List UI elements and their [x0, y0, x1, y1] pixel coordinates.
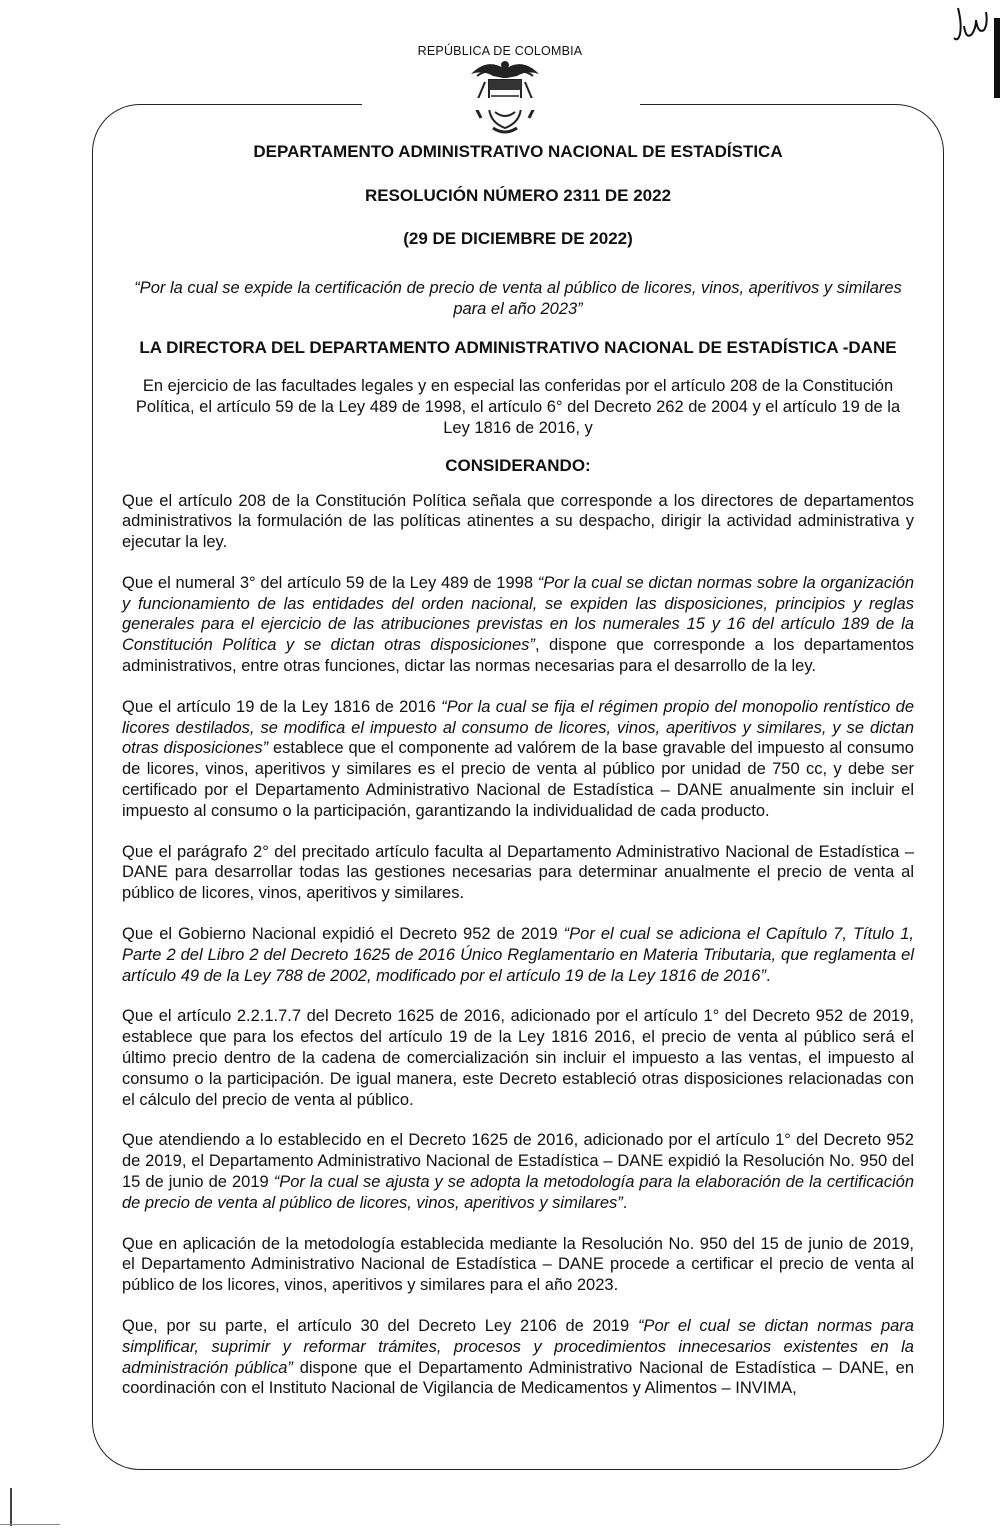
paragraph-text: Que el Gobierno Nacional expidió el Decreto 952 de 2019 — [122, 925, 564, 944]
considerando-paragraph — [122, 1130, 914, 1213]
authority-title: LA DIRECTORA DEL DEPARTAMENTO ADMINISTRATIVO NACIONAL DE ESTADÍSTICA -DANE — [139, 338, 897, 357]
considerando-paragraph — [122, 697, 914, 822]
scan-edge-mark — [994, 18, 1000, 98]
paragraph-text: , dispone que corresponde a los departamentos administrativos, entre otras funciones, dictar las normas necesarias para el desarrollo de la ley. — [122, 636, 914, 676]
paragraph-text: dispone que el Departamento Administrativo Nacional de Estadística – DANE, en coordinación con el Instituto Nacional de Vigilancia de Medicamentos y Alimentos – INVIMA, — [122, 1358, 915, 1398]
scan-edge-mark — [0, 1524, 60, 1525]
paragraph-text: Que el numeral 3° del artículo 59 de la Ley 489 de 1998 — [122, 573, 538, 592]
paragraph-text: establece que el componente ad valórem de la base gravable del impuesto al consumo de licores, vinos, aperitivos y similares es el precio de venta al público por unidad de 750 cc, y debe ser certificado por el Departamento Administrativo Nacional de Estadística – DANE anualmente sin incluir el impuesto al consumo o la participación, garantizando la individualidad de cada producto. — [122, 739, 914, 820]
handwritten-initials-icon — [952, 4, 996, 44]
entity-title: DEPARTAMENTO ADMINISTRATIVO NACIONAL DE ESTADÍSTICA — [253, 142, 783, 161]
paragraph-text: . — [622, 1193, 628, 1212]
considerando-paragraph — [122, 573, 914, 677]
paragraph-text: Que el artículo 19 de la Ley 1816 de 2016 — [122, 697, 442, 716]
considerando-heading: CONSIDERANDO: — [445, 455, 591, 475]
paragraph-text: Que el parágrafo 2° del precitado artículo faculta al Departamento Administrativo Nacional de Estadística – DANE para desarrollar todas las gestiones necesarias para determinar anualmente el precio de venta al público de licores, vinos, aperitivos y similares. — [122, 842, 914, 903]
paragraph-text: Que atendiendo a lo establecido en el Decreto 1625 de 2016, adicionado por el artículo 1° del Decreto 952 de 2019, el Departamento Administrativo Nacional de Estadística – DANE expidió la Resolución No. 950 del 15 de junio de 2019 — [122, 1131, 914, 1192]
considerando-paragraph — [122, 491, 914, 553]
considerando-paragraph — [122, 1316, 914, 1399]
document-body — [122, 138, 914, 1399]
considerando-paragraph — [122, 924, 914, 986]
paragraph-text: Que el artículo 2.2.1.7.7 del Decreto 1625 de 2016, adicionado por el artículo 1° del Decreto 952 de 2019, establece que para los efectos del artículo 19 de la Ley 1816 2016, el precio de venta al público será el último precio dentro de la cadena de comercialización sin incluir el impuesto a las ventas, el impuesto al consumo o la participación. De igual manera, este Decreto estableció otras disposiciones relacionadas con el cálculo del precio de venta al público. — [122, 1007, 914, 1109]
country-name: REPÚBLICA DE COLOMBIA — [417, 44, 583, 58]
resolution-date: (29 DE DICIEMBRE DE 2022) — [403, 229, 633, 248]
resolution-title-quote: “Por la cual se ajusta y se adopta la metodología para la elaboración de la certificación de precio de venta al público de licores, vinos, aperitivos y similares” — [122, 1173, 914, 1212]
paragraph-text: Que en aplicación de la metodología establecida mediante la Resolución No. 950 del 15 de junio de 2019, el Departamento Administrativo Nacional de Estadística – DANE procede a certificar el precio de venta al público de los licores, vinos, aperitivos y similares para el año 2023. — [122, 1234, 914, 1295]
paragraph-text: Que, por su parte, el artículo 30 del Decreto Ley 2106 de 2019 — [122, 1317, 638, 1335]
paragraph-text: . — [765, 966, 771, 985]
resolution-number: RESOLUCIÓN NÚMERO 2311 DE 2022 — [364, 186, 672, 205]
considerando-paragraph — [122, 1234, 914, 1296]
scan-edge-mark — [10, 1488, 12, 1526]
decree-title-quote: “Por el cual se adiciona el Capítulo 7, Título 1, Parte 2 del Libro 2 del Decreto 1625 de 2016 Único Reglamentario en Materia Tributaria, que reglamenta el artículo 49 de la Ley 788 de 2002, modificado por el artículo 19 de la Ley 1816 de 2016” — [122, 925, 914, 985]
paragraph-text: Que el artículo 208 de la Constitución Política señala que corresponde a los directores de departamentos administrativos la formulación de las políticas atinentes a su despacho, dirigir la actividad administrativa y ejecutar la ley. — [122, 491, 914, 552]
law-title-quote: “Por la cual se fija el régimen propio del monopolio rentístico de licores destilados, se modifica el impuesto al consumo de licores, vinos, aperitivos y similares, y se dictan otras disposiciones” — [122, 697, 914, 758]
legal-faculties: En ejercicio de las facultades legales y en especial las conferidas por el artículo 208 de la Constitución Política, el artículo 59 de la Ley 489 de 1998, el artículo 6° del Decreto 262 de 2004 y el artículo 19 de la Ley 1816 de 2016, y — [135, 377, 901, 437]
law-title-quote: “Por la cual se dictan normas sobre la organización y funcionamiento de las entidades del orden nacional, se expiden las disposiciones, principios y reglas generales para el ejercicio de las atribuciones previstas en los numerales 15 y 16 del artículo 189 de la Constitución Política y se dictan otras disposiciones” — [122, 573, 915, 655]
frame-gap — [362, 98, 640, 110]
decree-title-quote: “Por el cual se dictan normas para simplificar, suprimir y reformar trámites, procesos y procedimientos innecesarios existentes en la administración pública” — [122, 1317, 914, 1377]
considerando-paragraph — [122, 1006, 914, 1110]
considerando-paragraph — [122, 842, 914, 904]
resolution-epigraph: “Por la cual se expide la certificación de precio de venta al público de licores, vinos, aperitivos y similares para el año 2023” — [134, 279, 902, 318]
